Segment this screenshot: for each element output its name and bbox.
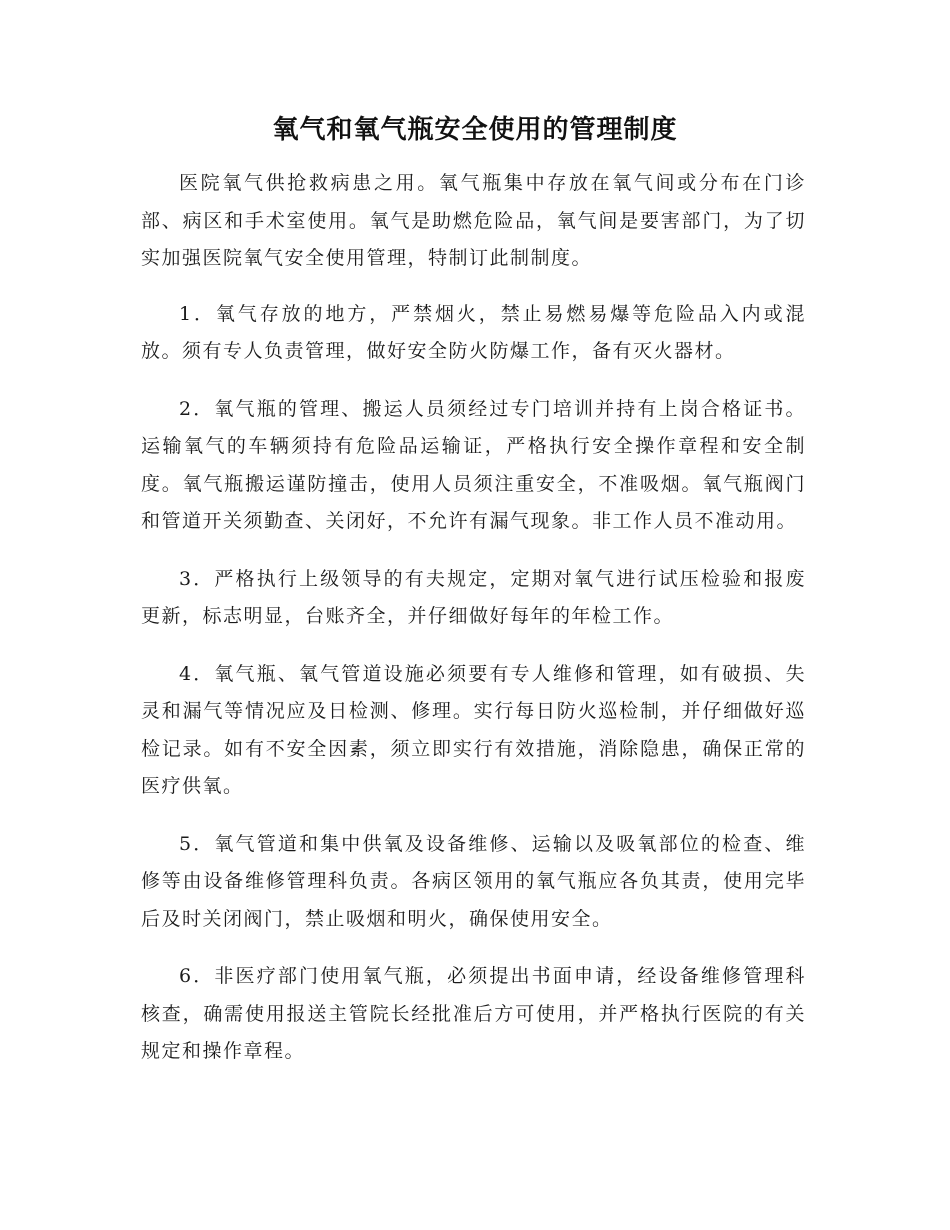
document-title: 氧气和氧气瓶安全使用的管理制度 bbox=[272, 115, 678, 145]
rule-item-6: 6．非医疗部门使用氧气瓶，必须提出书面申请，经设备维修管理科核查，确需使用报送主管院长经批准后方可使用，并严格执行医院的有关规定和操作章程。 bbox=[141, 965, 806, 1062]
rule-item-2: 2．氧气瓶的管理、搬运人员须经过专门培训并持有上岗合格证书。运输氧气的车辆须持有危险品运输证，严格执行安全操作章程和安全制度。氧气瓶搬运谨防撞击，使用人员须注重安全，不准吸烟。氧气瓶阀门和管道开关须勤查、关闭好，不允许有漏气现象。非工作人员不准动用。 bbox=[141, 397, 806, 532]
intro-paragraph: 医院氧气供抢救病患之用。氧气瓶集中存放在氧气间或分布在门诊部、病区和手术室使用。氧气是助燃危险品，氧气间是要害部门，为了切实加强医院氧气安全使用管理，特制订此制制度。 bbox=[141, 172, 806, 269]
rule-item-3: 3．严格执行上级领导的有夫规定，定期对氧气进行试压检验和报废更新，标志明显，台账齐全，并仔细做好每年的年检工作。 bbox=[141, 567, 806, 627]
rule-item-5: 5．氧气管道和集中供氧及设备维修、运输以及吸氧部位的检查、维修等由设备维修管理科负责。各病区领用的氧气瓶应各负其责，使用完毕后及时关闭阀门，禁止吸烟和明火，确保使用安全。 bbox=[141, 832, 806, 930]
rule-item-4: 4．氧气瓶、氧气管道设施必须要有专人维修和管理，如有破损、失灵和漏气等情况应及日检测、修理。实行每日防火巡检制，并仔细做好巡检记录。如有不安全因素，须立即实行有效措施，消除隐患，确保正常的医疗供氧。 bbox=[141, 662, 806, 797]
rule-item-1: 1．氧气存放的地方，严禁烟火，禁止易燃易爆等危险品入内或混放。须有专人负责管理，做好安全防火防爆工作，备有灭火器材。 bbox=[141, 302, 806, 362]
document-body bbox=[141, 165, 806, 1091]
